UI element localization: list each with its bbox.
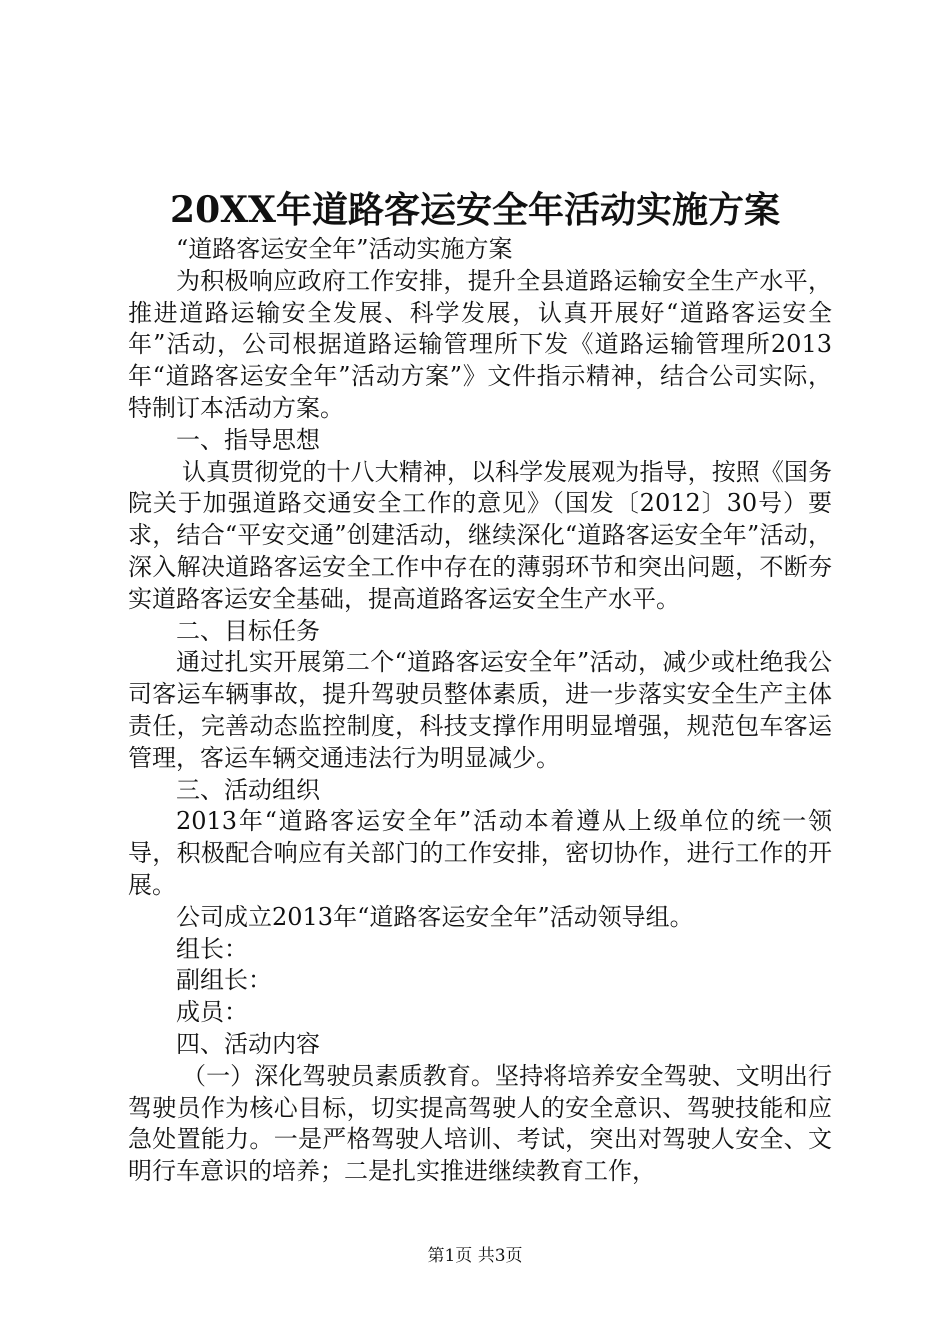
paragraph-objectives: 通过扎实开展第二个“道路客运安全年”活动，减少或杜绝我公司客运车辆事故，提升驾驶员整体素质，进一步落实安全生产主体责任，完善动态监控制度，科技支撑作用明显增强，规范包车客运管理，客运车辆交通违法行为明显减少。 <box>128 648 832 772</box>
line-group-leader: 组长： <box>176 934 248 963</box>
line-members: 成员： <box>176 998 248 1027</box>
paragraph-intro: 为积极响应政府工作安排，提升全县道路运输安全生产水平，推进道路运输安全发展、科学发展，认真开展好“道路客运安全年”活动，公司根据道路运输管理所下发《道路运输管理所2013年“道路客运安全年”活动方案”》文件指示精神，结合公司实际，特制订本活动方案。 <box>128 266 832 422</box>
paragraph-leadership-group: 公司成立2013年“道路客运安全年”活动领导组。 <box>176 902 694 931</box>
paragraph-guiding-thought: 认真贯彻党的十八大精神，以科学发展观为指导，按照《国务院关于加强道路交通安全工作的意见》（国发〔2012〕30号）要求，结合“平安交通”创建活动，继续深化“道路客运安全年”活动，深入解决道路客运安全工作中存在的薄弱环节和突出问题，不断夯实道路客运安全基础，提高道路客运安全生产水平。 <box>128 457 832 613</box>
section-heading-organization: 三、活动组织 <box>176 775 320 804</box>
section-heading-activities: 四、活动内容 <box>176 1029 320 1058</box>
document-title: 20XX年道路客运安全年活动实施方案 <box>170 189 780 231</box>
document-body <box>128 234 832 1188</box>
page-footer: 第1页 共3页 <box>427 1246 523 1266</box>
section-heading-guiding-thought: 一、指导思想 <box>176 425 320 454</box>
line-deputy-leader: 副组长： <box>176 966 272 995</box>
section-heading-objectives: 二、目标任务 <box>176 616 320 645</box>
paragraph-organization: 2013年“道路客运安全年”活动本着遵从上级单位的统一领导，积极配合响应有关部门的工作安排，密切协作，进行工作的开展。 <box>128 807 832 899</box>
paragraph-subtitle: “道路客运安全年”活动实施方案 <box>176 235 513 263</box>
paragraph-driver-education: （一）深化驾驶员素质教育。坚持将培养安全驾驶、文明出行驾驶员作为核心目标，切实提高驾驶人的安全意识、驾驶技能和应急处置能力。一是严格驾驶人培训、考试，突出对驾驶人安全、文明行车意识的培养；二是扎实推进继续教育工作， <box>128 1061 832 1186</box>
